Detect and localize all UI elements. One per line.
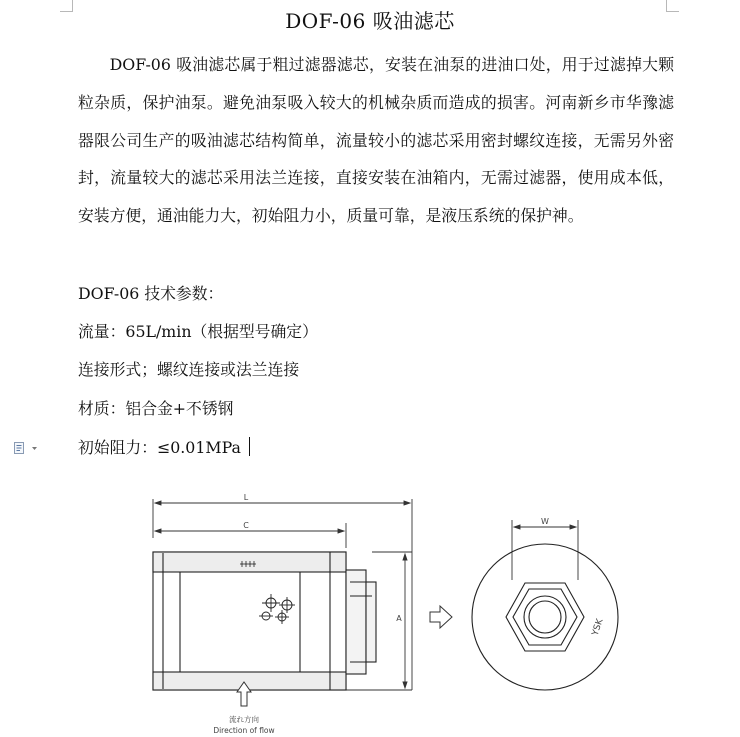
text-cursor <box>249 437 251 456</box>
param-flow-rate[interactable]: 流量：65L/min（根据型号确定） <box>78 322 318 341</box>
param-connection-type[interactable]: 连接形式；螺纹连接或法兰连接 <box>78 360 300 379</box>
brand-mark-ysk: YSK <box>590 617 606 638</box>
params-heading[interactable]: DOF-06 技术参数： <box>78 284 224 303</box>
param-initial-resistance[interactable] <box>78 436 250 460</box>
param-initial-resistance-text: 初始阻力：≤0.01MPa <box>78 438 241 457</box>
flow-direction-cn: 流れ方向 <box>229 715 259 724</box>
flow-direction-en: Direction of flow <box>213 726 275 735</box>
paragraph-layout-icon[interactable] <box>13 440 39 456</box>
dimension-c-label: C <box>243 521 249 530</box>
document-title[interactable]: DOF-06 吸油滤芯 <box>285 9 455 33</box>
param-material[interactable]: 材质：铝合金+不锈钢 <box>78 399 234 418</box>
dimension-w-label: W <box>541 517 549 526</box>
description-paragraph[interactable]: DOF-06 吸油滤芯属于粗过滤器滤芯，安装在油泵的进油口处，用于过滤掉大颗粒杂质，保护油泵。避免油泵吸入较大的机械杂质而造成的损害。河南新乡市华豫滤器限公司生产的吸油滤芯结构简单，流量较小的滤芯采用密封螺纹连接，无需另外密封，流量较大的滤芯采用法兰连接，直接安装在油箱内，无需过滤器，使用成本低，安装方便，通油能力大，初始阻力小，质量可靠，是液压系统的保护神。 <box>78 55 674 226</box>
filter-technical-drawing <box>140 490 620 737</box>
dimension-l-label: L <box>243 493 249 502</box>
dimension-a-label: A <box>396 614 402 623</box>
